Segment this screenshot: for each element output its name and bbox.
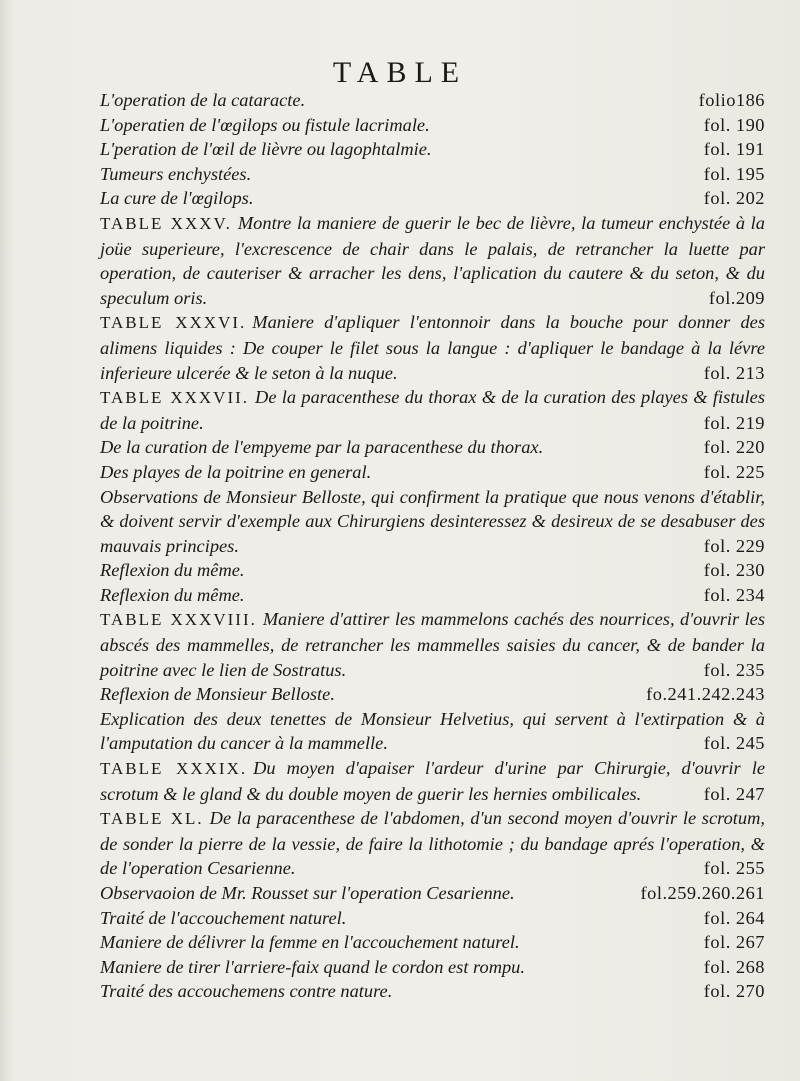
toc-entry — [100, 460, 765, 485]
toc-entry — [100, 88, 765, 113]
entry-text: Maniere d'attirer les mammelons cachés des nourrices, d'ouvrir les abscés des mammelles, de retrancher les mammelles saisies du cancer, & de bander la poitrine avec le lien de Sostratus. — [100, 609, 765, 680]
toc-entry — [100, 583, 765, 608]
toc-entry-table — [100, 385, 765, 435]
page-title: TABLE — [332, 56, 468, 89]
folio-reference: fol. 235 — [703, 659, 765, 680]
entry-text: Traité de l'accouchement naturel. — [100, 907, 347, 928]
entry-text: Observaoion de Mr. Rousset sur l'operation Cesarienne. — [100, 883, 515, 903]
entry-text: L'peration de l'œil de lièvre ou lagophtalmie. — [100, 139, 432, 160]
entry-text: Observations de Monsieur Belloste, qui confirment la pratique que nous venons d'établir, & doivent servir d'exemple aux Chirurgiens desinteressez & desireux de se desabuser des mauvais principes. — [100, 486, 765, 556]
entry-text: Traité des accouchemens contre nature. — [100, 981, 393, 1002]
toc-entry — [100, 979, 765, 1004]
folio-reference: fol. 230 — [703, 560, 765, 581]
toc-entry-table — [100, 756, 765, 806]
folio-reference: folio186 — [698, 90, 765, 110]
folio-reference: fol. 195 — [703, 163, 765, 184]
toc-entry — [100, 682, 765, 707]
toc-entry-table — [100, 806, 765, 881]
entry-text: L'operation de la cataracte. — [100, 90, 306, 110]
table-number: TABLE XXXVII. — [100, 388, 250, 408]
folio-reference: fol. 267 — [703, 932, 765, 953]
folio-reference: fol.259.260.261 — [640, 883, 765, 903]
toc-entry-table — [100, 211, 765, 310]
folio-reference: fol. 264 — [703, 907, 765, 928]
folio-reference: fol. 191 — [703, 139, 765, 160]
folio-reference: fol.209 — [708, 287, 765, 308]
entry-text: Maniere de délivrer la femme en l'accouchement naturel. — [100, 932, 520, 953]
table-of-contents — [100, 88, 765, 1004]
entry-text: Reflexion de Monsieur Belloste. — [100, 684, 335, 705]
toc-entry — [100, 113, 765, 138]
entry-text: De la paracenthese de l'abdomen, d'un second moyen d'ouvrir le scrotum, de sonder la pierre de la vessie, de faire la lithotomie ; du bandage aprés l'operation, & de l'operation Cesarienne. — [100, 808, 765, 879]
toc-entry — [100, 137, 765, 162]
table-number: TABLE XXXV. — [100, 213, 232, 233]
toc-entry — [100, 558, 765, 583]
entry-text: Maniere de tirer l'arriere-faix quand le cordon est rompu. — [100, 956, 525, 977]
folio-reference: fol. 202 — [703, 188, 765, 209]
entry-text: Reflexion du même. — [100, 584, 245, 605]
entry-text: Du moyen d'apaiser l'ardeur d'urine par Chirurgie, d'ouvrir le scrotum & le gland & du double moyen de guerir les hernies ombilicales. — [100, 758, 765, 804]
toc-entry — [100, 186, 765, 211]
table-number: TABLE XXXVI. — [100, 313, 247, 333]
folio-reference: fol. 190 — [703, 114, 765, 135]
folio-reference: fol. 213 — [703, 362, 765, 383]
folio-reference: fol. 229 — [703, 535, 765, 556]
toc-entry — [100, 955, 765, 980]
entry-text: Des playes de la poitrine en general. — [100, 461, 372, 482]
entry-text: Maniere d'apliquer l'entonnoir dans la bouche pour donner des alimens liquides : De couper le filet sous la langue : d'apliquer le bandage à la lévre inferieure ulcerée & le seton à la nuque. — [100, 312, 765, 383]
toc-entry-table — [100, 310, 765, 385]
entry-text: La cure de l'œgilops. — [100, 188, 254, 209]
entry-text: De la paracenthese du thorax & de la curation des playes & fistules de la poitrine. — [100, 387, 766, 433]
entry-text: Tumeurs enchystées. — [100, 163, 252, 184]
toc-entry — [100, 906, 765, 931]
entry-text: De la curation de l'empyeme par la paracenthese du thorax. — [100, 437, 544, 458]
folio-reference: fol. 268 — [703, 956, 765, 977]
folio-reference: fol. 219 — [703, 412, 765, 433]
table-number: TABLE XL. — [100, 809, 204, 829]
toc-entry — [100, 930, 765, 955]
entry-text: L'operatien de l'œgilops ou fistule lacrimale. — [100, 114, 430, 135]
table-number: TABLE XXXVIII. — [100, 610, 257, 630]
toc-entry — [100, 707, 765, 756]
table-number: TABLE XXXIX. — [100, 759, 248, 779]
folio-reference: fol. 270 — [703, 981, 765, 1002]
toc-entry-table — [100, 607, 765, 682]
folio-reference: fol. 255 — [703, 858, 765, 879]
toc-entry — [100, 485, 765, 559]
toc-entry — [100, 435, 765, 460]
entry-text: Reflexion du même. — [100, 560, 245, 581]
entry-text: Montre la maniere de guerir le bec de lièvre, la tumeur enchystée à la joüe superieure, l'excrescence de chair dans le palais, de retrancher la luette par operation, de cauteriser & arracher les dens, l'aplication du cautere & du seton, & du speculum oris. — [100, 212, 765, 308]
folio-reference: fol. 247 — [703, 783, 765, 804]
folio-reference: fo.241.242.243 — [646, 684, 765, 705]
folio-reference: fol. 234 — [703, 584, 765, 605]
folio-reference: fol. 245 — [703, 733, 765, 754]
folio-reference: fol. 220 — [703, 437, 765, 458]
entry-text: Explication des deux tenettes de Monsieur Helvetius, qui servent à l'extirpation & à l'amputation du cancer à la mammelle. — [100, 708, 765, 754]
toc-entry — [100, 162, 765, 187]
toc-entry — [100, 881, 765, 906]
folio-reference: fol. 225 — [703, 461, 765, 482]
